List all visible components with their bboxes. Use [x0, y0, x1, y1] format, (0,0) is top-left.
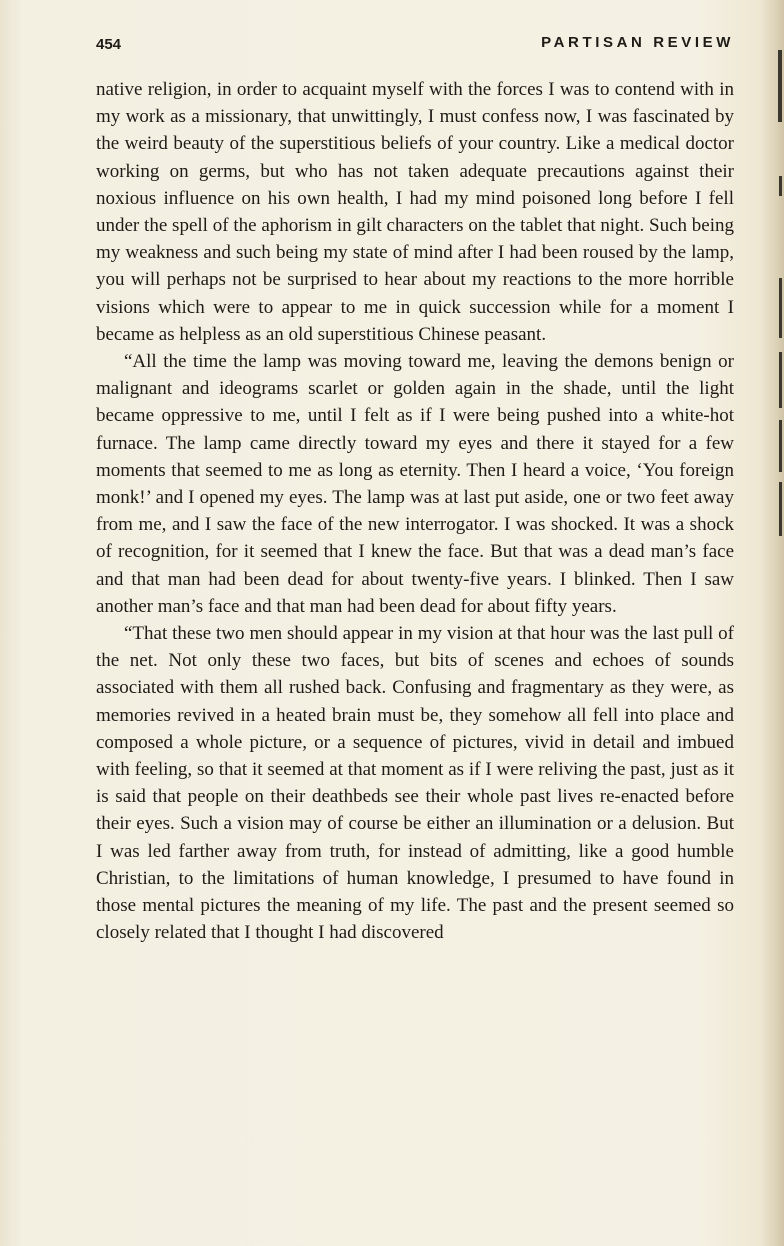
paragraph: “All the time the lamp was moving toward me, leaving the demons benign or malignant and ideograms scarlet or golden again in the shade, until the light became oppressive to me, until I felt as if I were being pushed into a white-hot furnace. The lamp came directly toward my eyes and there it stayed for a few moments that seemed to me as long as eternity. Then I heard a voice, ‘You foreign monk!’ and I opened my eyes. The lamp was at last put aside, one or two feet away from me, and I saw the face of the new interrogator. I was shocked. It was a shock of recognition, for it seemed that I knew the face. But that was a dead man’s face and that man had been dead for about twenty-five years. I blinked. Then I saw another man’s face and that man had been dead for about fifty years.: [96, 351, 734, 617]
page-edge-mark: [778, 50, 782, 122]
page-edge-mark: [779, 352, 782, 408]
page-edge-mark: [779, 278, 782, 338]
journal-title: PARTISAN REVIEW: [541, 34, 734, 51]
paragraph: “That these two men should appear in my vision at that hour was the last pull of the net. Not only these two faces, but bits of scenes and echoes of sounds associated with them all rushed back. Confusing and fragmentary as they were, as memories revived in a heated brain must be, they somehow all fell into place and composed a whole picture, or a sequence of pictures, vivid in detail and imbued with feeling, so that it seemed at that moment as if I were reliving the past, just as it is said that people on their deathbeds see their whole past lives re-enacted before their eyes. Such a vision may of course be either an illumination or a delusion. But I was led farther away from truth, for instead of admitting, like a good humble Christian, to the limitations of human knowledge, I presumed to have found in those mental pictures the meaning of my life. The past and the present seemed so closely related that I thought I had discovered: [96, 623, 734, 944]
paragraph-continued: native religion, in order to acquaint myself with the forces I was to contend with in my work as a missionary, that unwittingly, I must confess now, I was fascinated by the weird beauty of the superstitious beliefs of your country. Like a medical doctor working on germs, but who has not taken adequate precautions against their noxious influence on his own health, I had my mind poisoned long before I fell under the spell of the aphorism in gilt characters on the tablet that night. Such being my weakness and such being my state of mind after I had been roused by the lamp, you will perhaps not be surprised to hear about my reactions to the more horrible visions which were to appear to me in quick succession while for a moment I became as helpless as an old superstitious Chinese peasant.: [96, 79, 734, 345]
page-edge-mark: [779, 482, 782, 536]
running-head: [96, 34, 734, 56]
page-edge-mark: [779, 420, 782, 472]
page-edge-mark: [779, 176, 782, 196]
body-text: [96, 76, 734, 947]
page-number: 454: [96, 36, 122, 53]
